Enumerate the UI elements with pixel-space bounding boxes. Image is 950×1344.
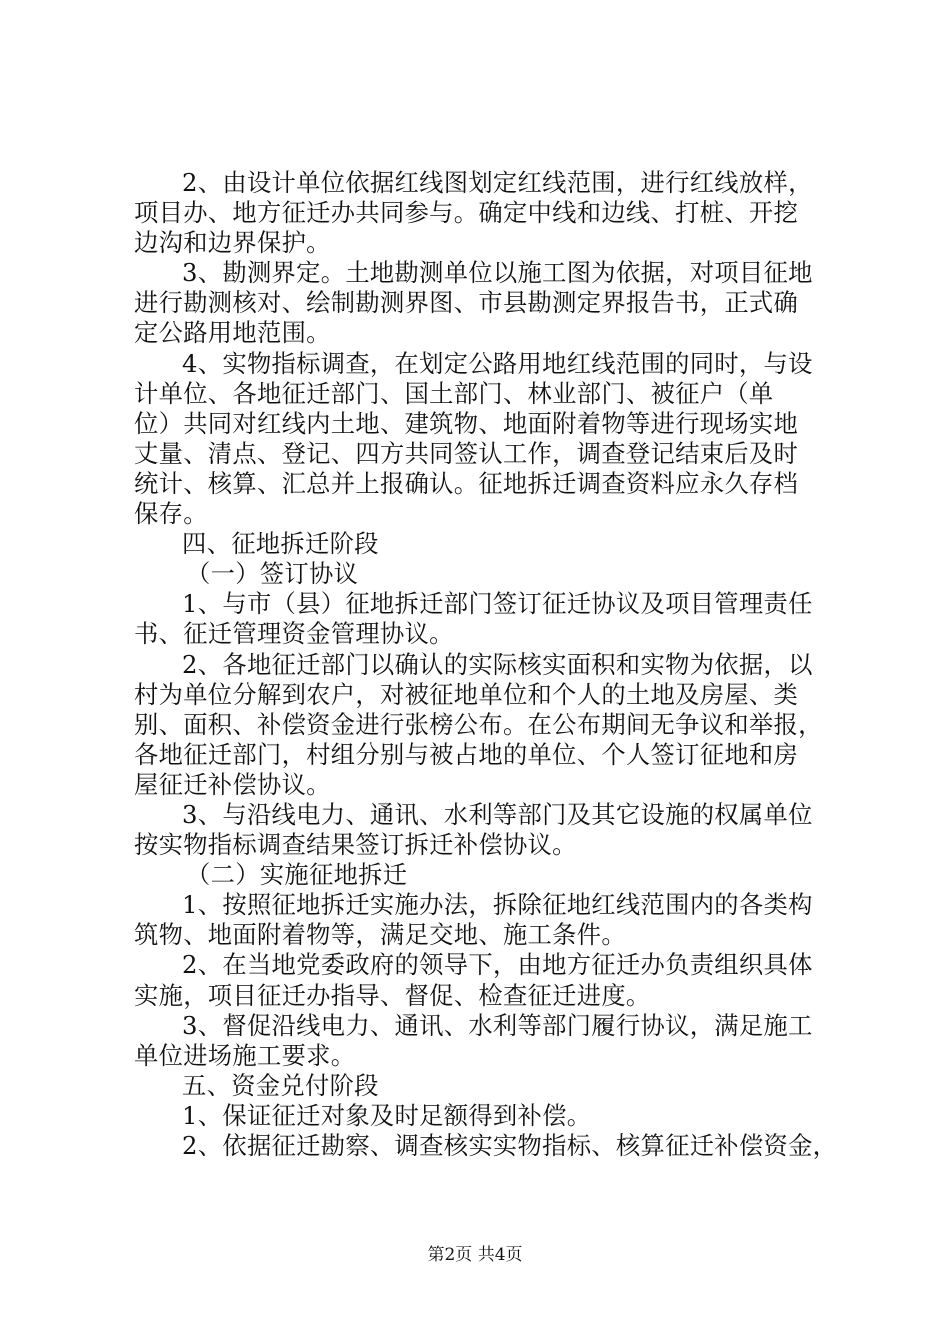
text-line: 各地征迁部门，村组分别与被占地的单位、个人签订征地和房 <box>134 739 799 769</box>
text-line: 实施，项目征迁办指导、督促、检查征迁进度。 <box>134 980 651 1010</box>
text-line: 2、各地征迁部门以确认的实际核实面积和实物为依据，以 <box>182 649 813 679</box>
text-line: 村为单位分解到农户，对被征地单位和个人的土地及房屋、类 <box>134 679 799 709</box>
text-line: 3、勘测界定。土地勘测单位以施工图为依据，对项目征地 <box>182 258 813 288</box>
text-line: 1、与市（县）征地拆迁部门签订征迁协议及项目管理责任 <box>182 589 813 619</box>
text-line: 书、征迁管理资金管理协议。 <box>134 619 454 649</box>
text-line: 2、在当地党委政府的领导下，由地方征迁办负责组织具体 <box>182 950 813 980</box>
document-body <box>134 168 838 1161</box>
text-line: 位）共同对红线内土地、建筑物、地面附着物等进行现场实地 <box>134 408 799 438</box>
text-line: （一）签订协议 <box>186 559 359 589</box>
text-line: 统计、核算、汇总并上报确认。征地拆迁调查资料应永久存档 <box>134 468 799 498</box>
text-line: 计单位、各地征迁部门、国土部门、林业部门、被征户（单 <box>134 378 774 408</box>
text-line: 四、征地拆迁阶段 <box>182 529 379 559</box>
text-line: 单位进场施工要求。 <box>134 1040 356 1070</box>
text-line: 3、与沿线电力、通讯、水利等部门及其它设施的权属单位 <box>182 799 813 829</box>
text-line: 五、资金兑付阶段 <box>182 1070 379 1100</box>
text-line: 项目办、地方征迁办共同参与。确定中线和边线、打桩、开挖 <box>134 198 799 228</box>
text-line: 筑物、地面附着物等，满足交地、施工条件。 <box>134 920 626 950</box>
text-line: 3、督促沿线电力、通讯、水利等部门履行协议，满足施工 <box>182 1010 813 1040</box>
text-line: 按实物指标调查结果签订拆迁补偿协议。 <box>134 830 577 860</box>
text-line: 2、由设计单位依据红线图划定红线范围，进行红线放样， <box>182 168 813 197</box>
page-footer: 第2页 共4页 <box>427 1245 523 1265</box>
text-line: 进行勘测核对、绘制勘测界图、市县勘测定界报告书，正式确 <box>134 288 799 318</box>
text-line: 别、面积、补偿资金进行张榜公布。在公布期间无争议和举报， <box>134 709 823 739</box>
text-line: 1、保证征迁对象及时足额得到补偿。 <box>182 1100 592 1130</box>
text-line: 丈量、清点、登记、四方共同签认工作，调查登记结束后及时 <box>134 438 799 468</box>
text-line: 保存。 <box>134 499 208 529</box>
text-line: 2、依据征迁勘察、调查核实实物指标、核算征迁补偿资金， <box>182 1131 838 1160</box>
text-line: 4、实物指标调查，在划定公路用地红线范围的同时，与设 <box>182 348 813 378</box>
text-line: 屋征迁补偿协议。 <box>134 769 331 799</box>
text-line: （二）实施征地拆迁 <box>186 860 408 890</box>
text-line: 定公路用地范围。 <box>134 318 331 348</box>
text-line: 边沟和边界保护。 <box>134 228 331 258</box>
text-line: 1、按照征地拆迁实施办法，拆除征地红线范围内的各类构 <box>182 890 813 920</box>
